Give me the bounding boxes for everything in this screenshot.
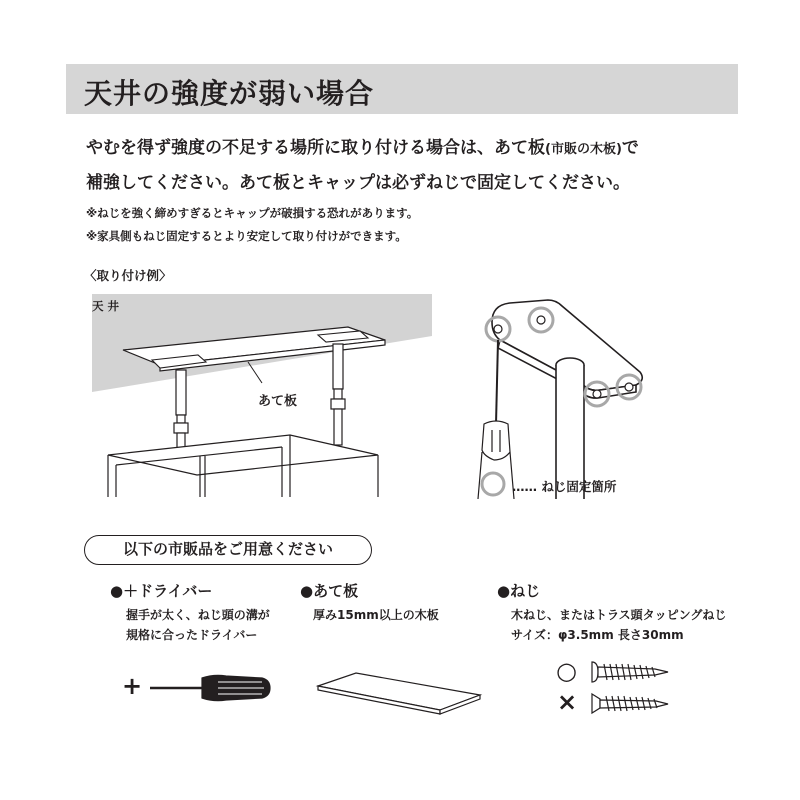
- board-desc: 厚み15mm以上の木板: [313, 608, 439, 622]
- intro-line-2: 補強してください。あて板とキャップは必ずねじで固定してください。: [86, 173, 630, 193]
- page-title: 天井の強度が弱い場合: [84, 77, 375, 110]
- ceiling-label: 天 井: [92, 299, 120, 313]
- note-1: ※ねじを強く締めすぎるとキャップが破損する恐れがあります。: [86, 206, 419, 220]
- screw-desc-1: 木ねじ、またはトラス頭タッピングねじ: [511, 608, 727, 622]
- truss-screw-icon: [592, 662, 668, 682]
- intro-line-1-paren: (市販の木板): [545, 142, 622, 157]
- driver-heading: ●＋ドライバー: [110, 582, 213, 600]
- screwdriver-icon: [150, 675, 270, 700]
- screw-desc-2: サイズ：φ3.5mm 長さ30mm: [511, 628, 684, 642]
- board-label: あて板: [258, 394, 298, 409]
- board-heading: ●あて板: [300, 582, 359, 600]
- flat-screw-icon: [592, 694, 668, 713]
- driver-desc-1: 握手が太く、ねじ頭の溝が: [126, 608, 270, 622]
- ng-mark: ×: [557, 688, 578, 716]
- driver-desc-2: 規格に合ったドライバー: [126, 628, 258, 642]
- intro-line-1-main: やむを得ず強度の不足する場所に取り付ける場合は、あて板: [86, 138, 545, 158]
- prep-label: 以下の市販品をご用意ください: [122, 540, 333, 558]
- wood-board-icon: [318, 673, 480, 714]
- legend-label: …… ねじ固定箇所: [512, 479, 617, 494]
- ok-mark: ○: [556, 657, 577, 685]
- plus-symbol: +: [122, 672, 143, 700]
- screw-heading: ●ねじ: [497, 582, 541, 600]
- example-label: 〈取り付け例〉: [84, 268, 172, 283]
- intro-line-1-end: で: [621, 138, 639, 158]
- note-2: ※家具側もねじ固定するとより安定して取り付けができます。: [86, 229, 407, 243]
